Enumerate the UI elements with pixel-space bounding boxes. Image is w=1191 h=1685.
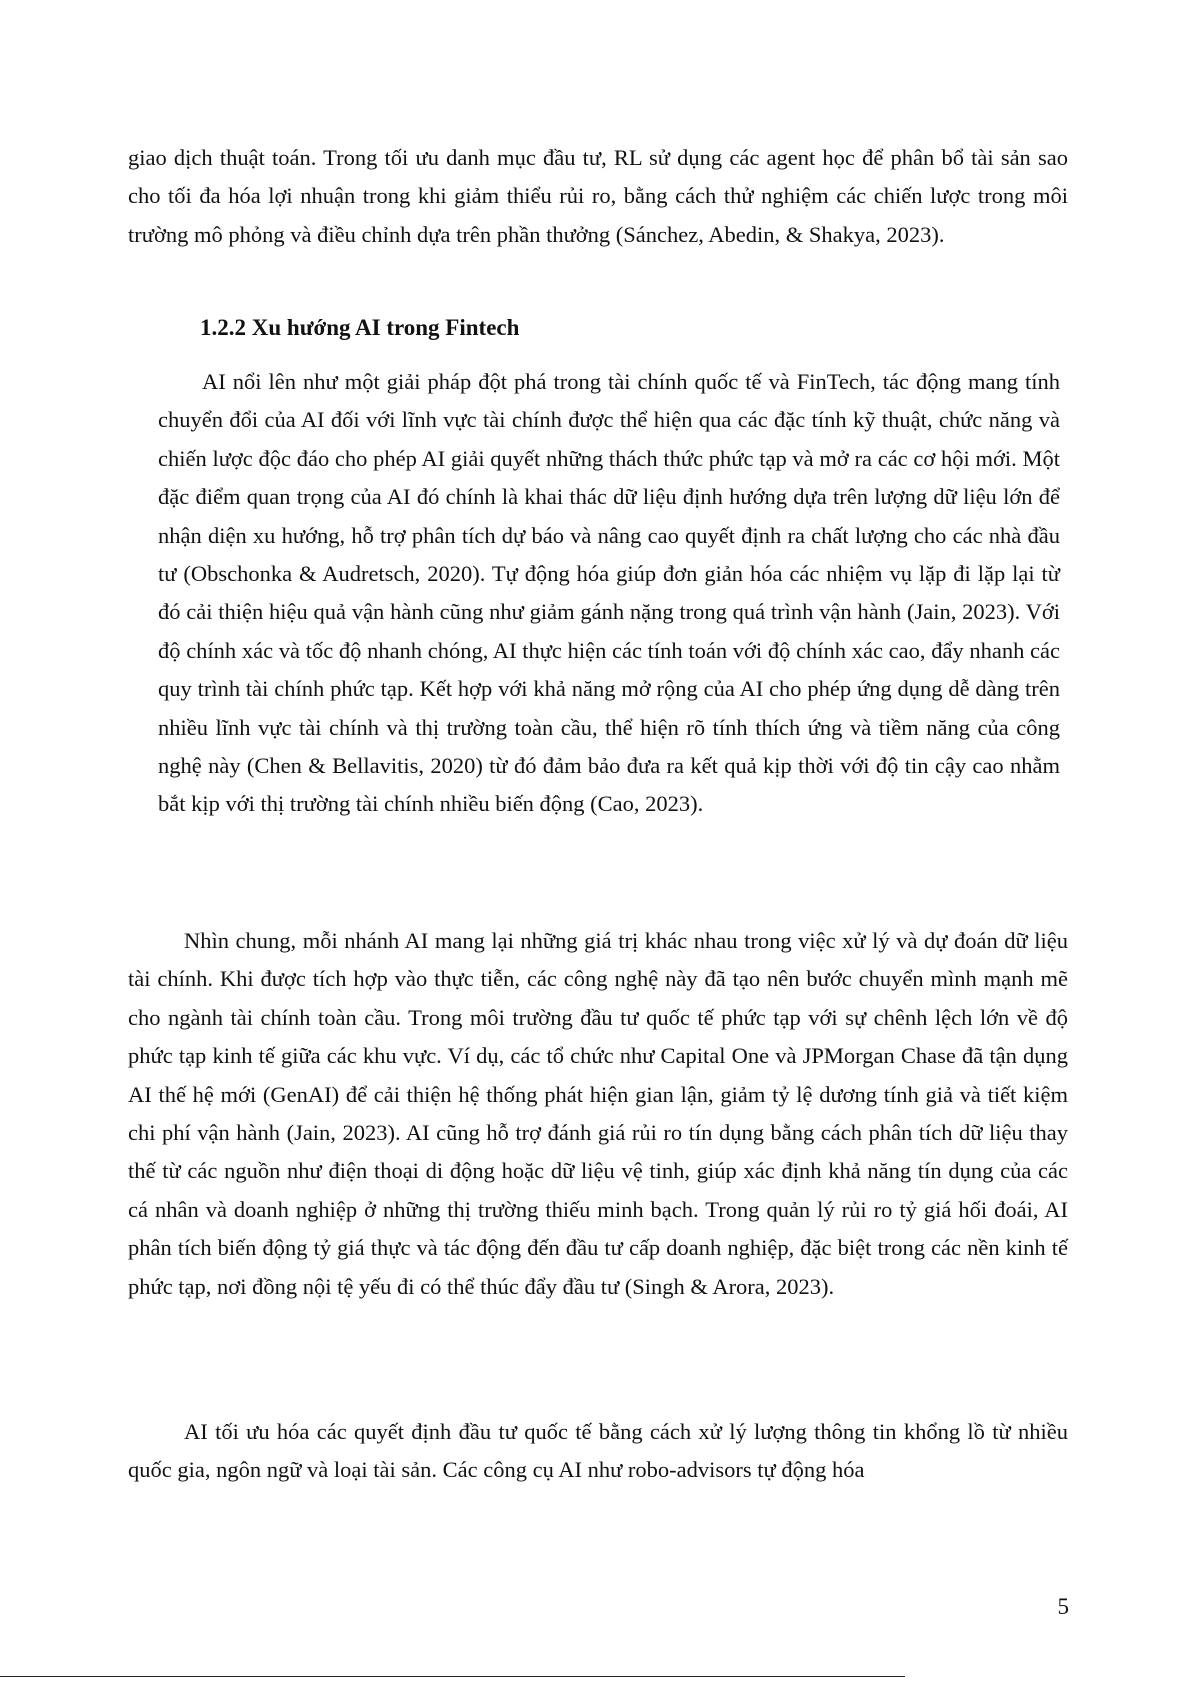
footer-divider	[0, 1676, 905, 1677]
section-heading: 1.2.2 Xu hướng AI trong Fintech	[200, 315, 520, 340]
paragraph-continuation: giao dịch thuật toán. Trong tối ưu danh mục đầu tư, RL sử dụng các agent học để phân bổ tài sản sao cho tối đa hóa lợi nhuận trong khi giảm thiểu rủi ro, bằng cách thử nghiệm các chiến lược trong môi trường mô phỏng và điều chỉnh dựa trên phần thưởng (Sánchez, Abedin, & Shakya, 2023).	[128, 145, 1068, 247]
paragraph-ai-trends: AI nổi lên như một giải pháp đột phá trong tài chính quốc tế và FinTech, tác động mang tính chuyển đổi của AI đối với lĩnh vực tài chính được thể hiện qua các đặc tính kỹ thuật, chức năng và chiến lược độc đáo cho phép AI giải quyết những thách thức phức tạp và mở ra các cơ hội mới. Một đặc điểm quan trọng của AI đó chính là khai thác dữ liệu định hướng dựa trên lượng dữ liệu lớn để nhận diện xu hướng, hỗ trợ phân tích dự báo và nâng cao quyết định ra chất lượng cho các nhà đầu tư (Obschonka & Audretsch, 2020). Tự động hóa giúp đơn giản hóa các nhiệm vụ lặp đi lặp lại từ đó cải thiện hiệu quả vận hành cũng như giảm gánh nặng trong quá trình vận hành (Jain, 2023). Với độ chính xác và tốc độ nhanh chóng, AI thực hiện các tính toán với độ chính xác cao, đẩy nhanh các quy trình tài chính phức tạp. Kết hợp với khả năng mở rộng của AI cho phép ứng dụng dễ dàng trên nhiều lĩnh vực tài chính và thị trường toàn cầu, thể hiện rõ tính thích ứng và tiềm năng của công nghệ này (Chen & Bellavitis, 2020) từ đó đảm bảo đưa ra kết quả kịp thời với độ tin cậy cao nhằm bắt kịp với thị trường tài chính nhiều biến động (Cao, 2023).	[158, 369, 1060, 817]
page-number: 5	[1057, 1594, 1069, 1619]
paragraph-ai-value: Nhìn chung, mỗi nhánh AI mang lại những giá trị khác nhau trong việc xử lý và dự đoán dữ liệu tài chính. Khi được tích hợp vào thực tiễn, các công nghệ này đã tạo nên bước chuyển mình mạnh mẽ cho ngành tài chính toàn cầu. Trong môi trường đầu tư quốc tế phức tạp với sự chênh lệch lớn về độ phức tạp kinh tế giữa các khu vực. Ví dụ, các tổ chức như Capital One và JPMorgan Chase đã tận dụng AI thế hệ mới (GenAI) để cải thiện hệ thống phát hiện gian lận, giảm tỷ lệ dương tính giả và tiết kiệm chi phí vận hành (Jain, 2023). AI cũng hỗ trợ đánh giá rủi ro tín dụng bằng cách phân tích dữ liệu thay thế từ các nguồn như điện thoại di động hoặc dữ liệu vệ tinh, giúp xác định khả năng tín dụng của các cá nhân và doanh nghiệp ở những thị trường thiếu minh bạch. Trong quản lý rủi ro tỷ giá hối đoái, AI phân tích biến động tỷ giá thực và tác động đến đầu tư cấp doanh nghiệp, đặc biệt trong các nền kinh tế phức tạp, nơi đồng nội tệ yếu đi có thể thúc đẩy đầu tư (Singh & Arora, 2023).	[128, 928, 1068, 1299]
paragraph-ai-investment: AI tối ưu hóa các quyết định đầu tư quốc tế bằng cách xử lý lượng thông tin khổng lồ từ nhiều quốc gia, ngôn ngữ và loại tài sản. Các công cụ AI như robo-advisors tự động hóa	[128, 1419, 1068, 1483]
